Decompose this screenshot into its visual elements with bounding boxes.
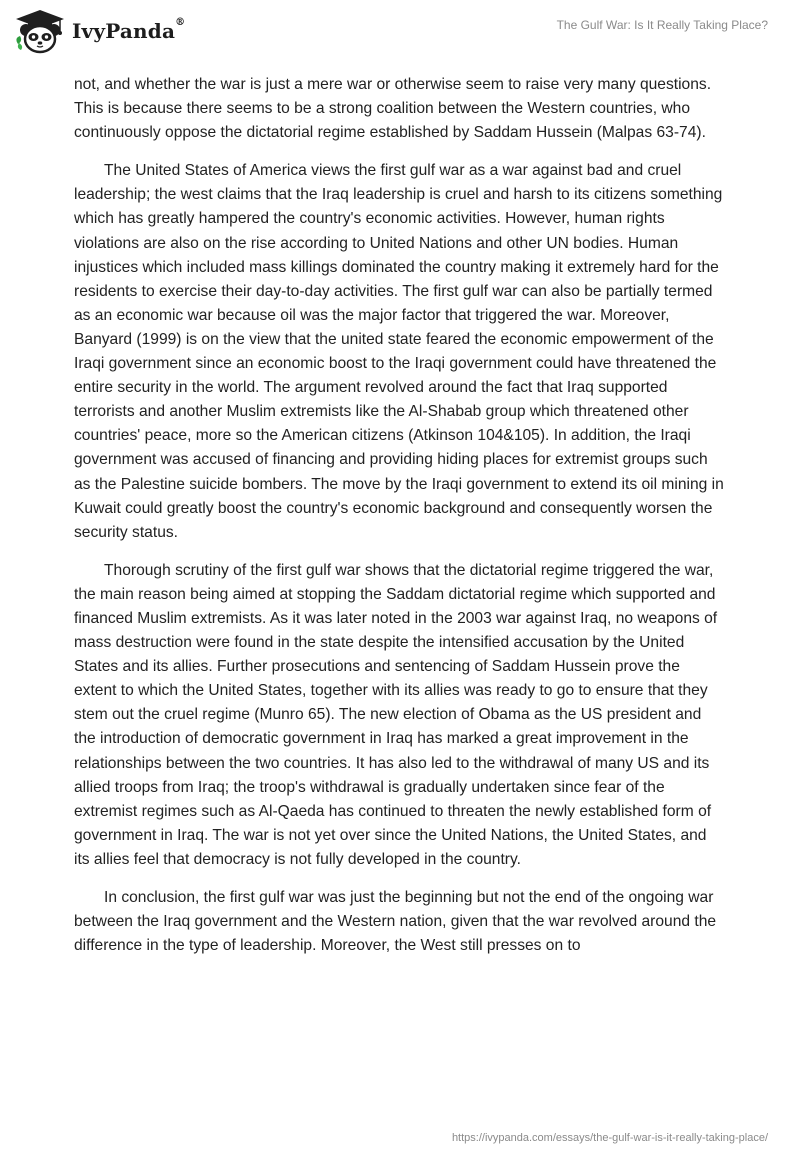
- document-title: The Gulf War: Is It Really Taking Place?: [556, 18, 768, 32]
- registered-mark: ®: [175, 17, 186, 28]
- page-header: [0, 0, 800, 70]
- brand-logo[interactable]: [14, 8, 185, 54]
- panda-graduate-icon: [14, 8, 66, 54]
- paragraph-continuation: not, and whether the war is just a mere war or otherwise seem to raise very many questions. This is because there seems to be a strong coalition between the Western countries, who continuously oppose the dictatorial regime established by Saddam Hussein (Malpas 63-74).: [74, 76, 712, 142]
- paragraph: The United States of America views the first gulf war as a war against bad and cruel leadership; the west claims that the Iraq leadership is cruel and harsh to its citizens something which has greatly hampered the country's economic activities. However, human rights violations are also on the rise according to United Nations and other UN bodies. Human injustices which included mass killings dominated the country making it extremely hard for the residents to exercise their day-to-day activities. The first gulf war can also be partially termed as an economic war because oil was the major factor that triggered the war. Moreover, Banyard (1999) is on the view that the united state feared the economic empowerment of the Iraqi government since an economic boost to the Iraqi government could have threatened the entire security in the world. The argument revolved around the fact that Iraq supported terrorists and another Muslim extremists like the Al-Shabab group which threatened other countries' peace, more so the American citizens (Atkinson 104&105). In addition, the Iraqi government was accused of financing and providing hiding places for extremist groups such as the Palestine suicide bombers. The move by the Iraqi government to extend its oil mining in Kuwait could greatly boost the country's economic background and consequently worsen the security status.: [74, 162, 724, 541]
- source-url-link[interactable]: https://ivypanda.com/essays/the-gulf-war-is-it-really-taking-place/: [451, 1132, 768, 1144]
- paragraph: In conclusion, the first gulf war was just the beginning but not the end of the ongoing war between the Iraq government and the Western nation, given that the war revolved around the difference in the type of leadership. Moreover, the West still presses on to: [74, 889, 717, 955]
- essay-body: [74, 73, 726, 972]
- brand-name: IvyPanda®: [72, 17, 186, 43]
- paragraph: Thorough scrutiny of the first gulf war shows that the dictatorial regime triggered the war, the main reason being aimed at stopping the Saddam dictatorial regime which supported and financed Muslim extremists. As it was later noted in the 2003 war against Iraq, no weapons of mass destruction were found in the state despite the intensified accusation by the United States and its allies. Further prosecutions and sentencing of Saddam Hussein prove the extent to which the United States, together with its allies was ready to go to ensure that they stem out the cruel regime (Munro 65). The new election of Obama as the US president and the introduction of democratic government in Iraq has marked a great improvement in the relationships between the two countries. It has also led to the withdrawal of many US and its allied troops from Iraq; the troop's withdrawal is gradually undertaken since fear of the extremist regimes such as Al-Qaeda has continued to threaten the newly established form of government in Iraq. The war is not yet over since the United Nations, the United States, and its allies feel that democracy is not fully developed in the country.: [74, 561, 718, 868]
